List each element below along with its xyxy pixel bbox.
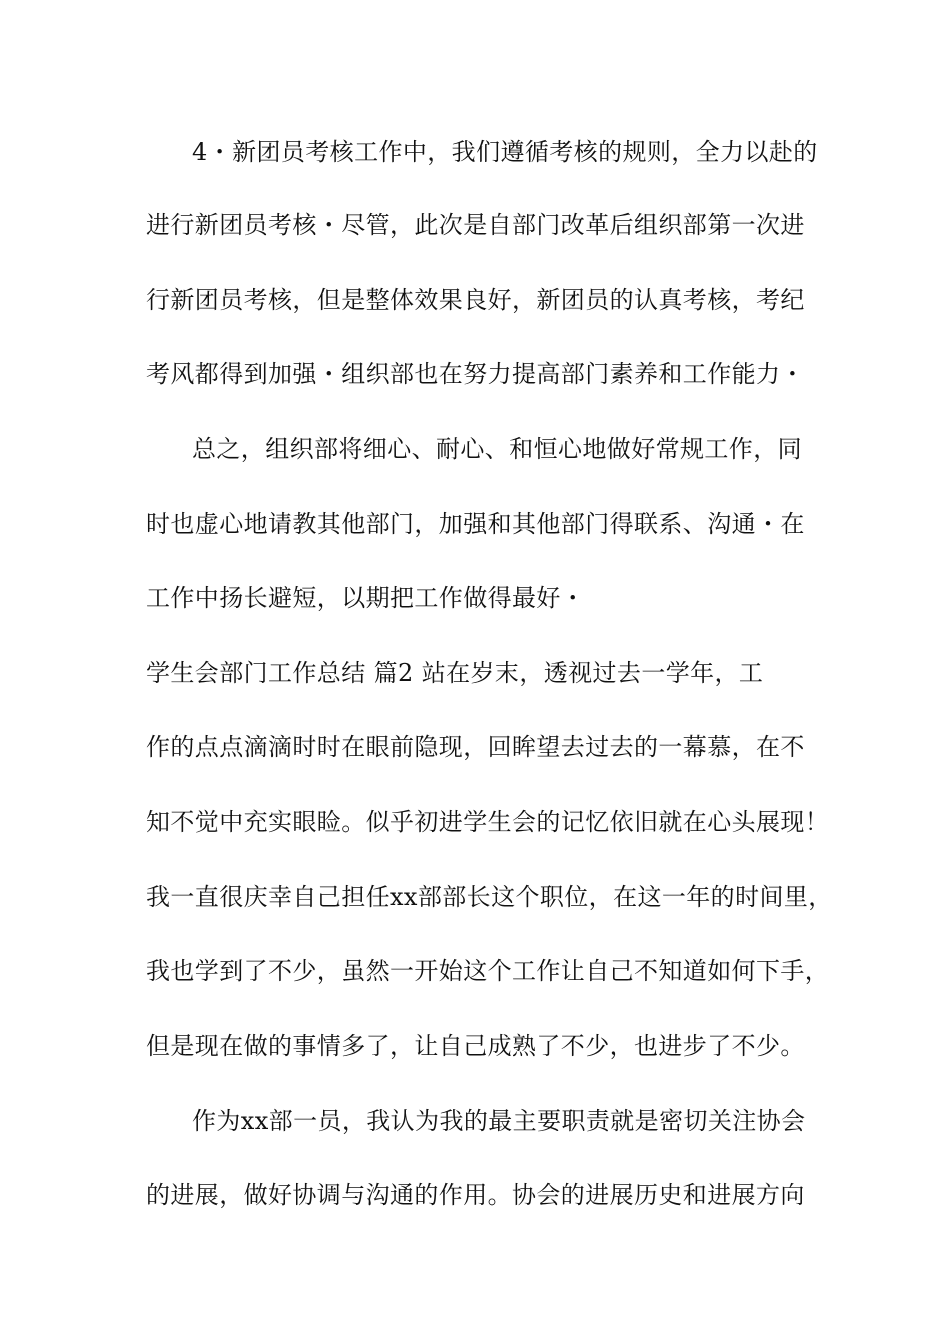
text-line: 进行新团员考核・尽管，此次是自部门改革后组织部第一次进 bbox=[146, 211, 805, 239]
text-line: 知不觉中充实眼睑。似乎初进学生会的记忆依旧就在心头展现！ bbox=[146, 808, 830, 836]
text-line: 工作中扬长避短，以期把工作做得最好・ bbox=[146, 584, 586, 612]
text-line: 考风都得到加强・组织部也在努力提高部门素养和工作能力・ bbox=[146, 360, 805, 388]
text-line: 但是现在做的事情多了，让自己成熟了不少，也进步了不少。 bbox=[146, 1032, 805, 1060]
text-line: 作的点点滴滴时时在眼前隐现，回眸望去过去的一幕慕，在不 bbox=[146, 733, 805, 761]
text-line: 的进展，做好协调与沟通的作用。协会的进展历史和进展方向 bbox=[146, 1181, 805, 1209]
section-heading-line: 学生会部门工作总结 篇2 站在岁末，透视过去一学年，工 bbox=[146, 659, 764, 687]
text-line: 我也学到了不少，虽然一开始这个工作让自己不知道如何下手， bbox=[146, 957, 830, 985]
text-line: 4・新团员考核工作中，我们遵循考核的规则，全力以赴的 bbox=[192, 138, 818, 166]
text-line: 作为xx部一员，我认为我的最主要职责就是密切关注协会 bbox=[192, 1107, 806, 1135]
text-line: 我一直很庆幸自己担任xx部部长这个职位，在这一年的时间里， bbox=[146, 883, 833, 911]
text-line: 行新团员考核，但是整体效果良好，新团员的认真考核，考纪 bbox=[146, 286, 805, 314]
text-line: 时也虚心地请教其他部门，加强和其他部门得联系、沟通・在 bbox=[146, 510, 805, 538]
text-line: 总之，组织部将细心、耐心、和恒心地做好常规工作，同 bbox=[192, 435, 802, 463]
